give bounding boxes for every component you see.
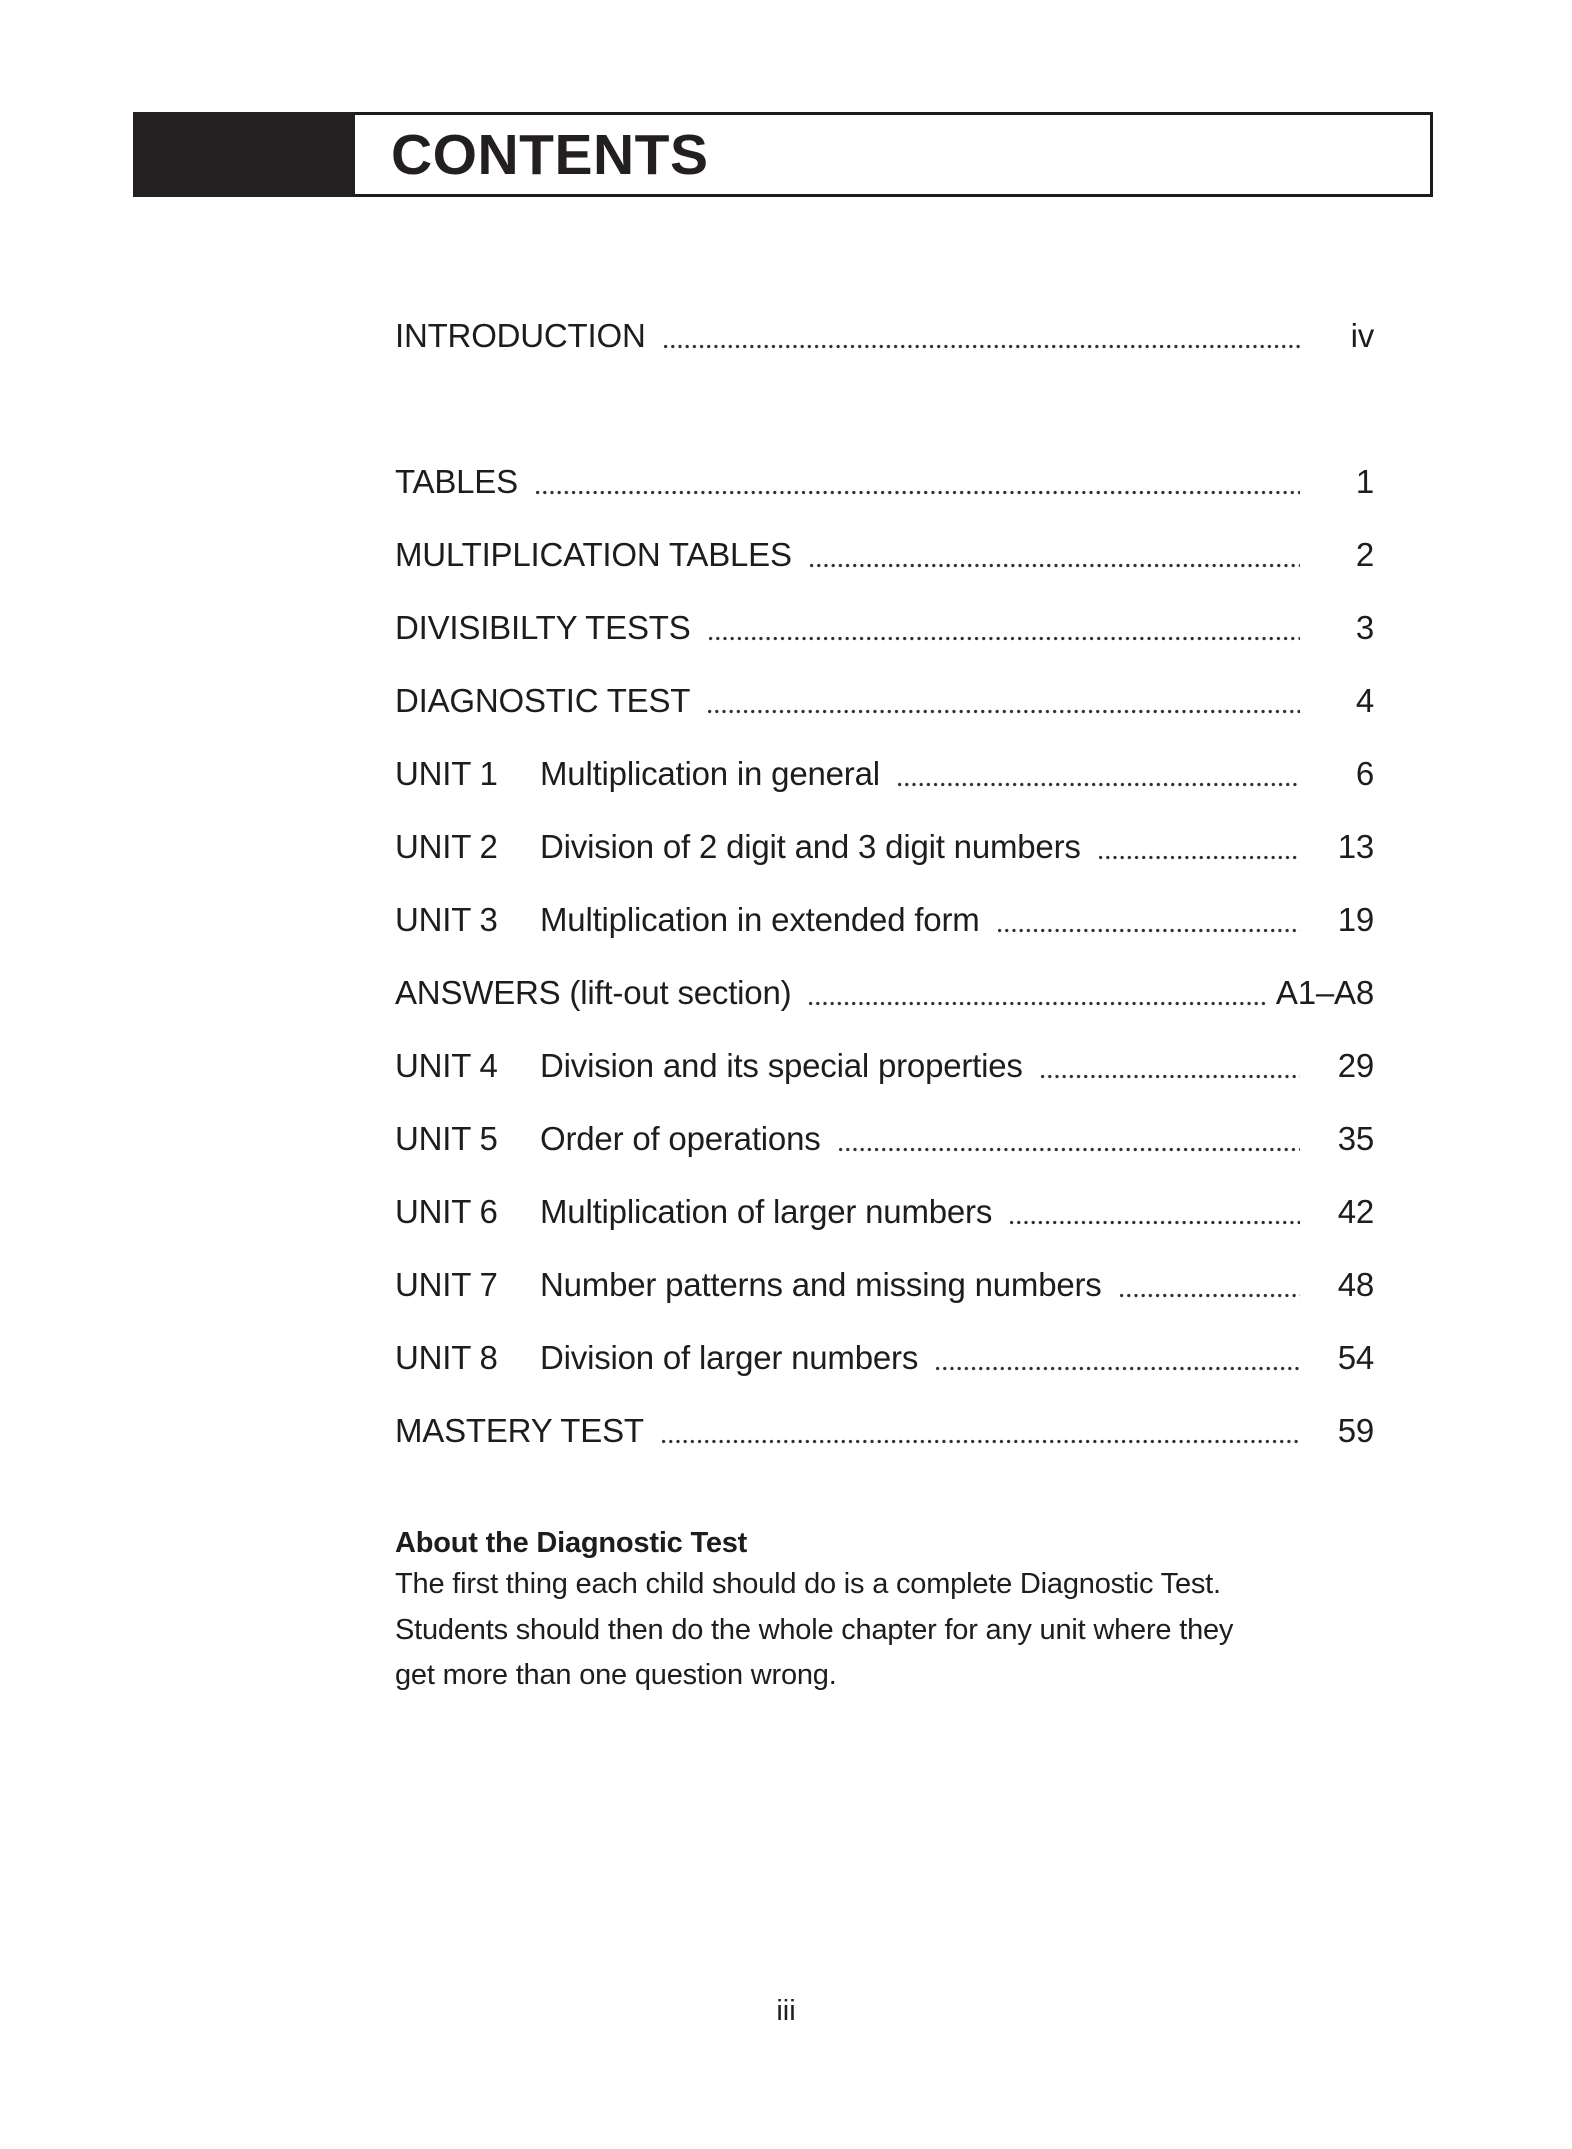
toc-page-number: 4	[1355, 682, 1374, 719]
toc-entry-title: TABLES	[395, 463, 518, 500]
toc-row	[395, 537, 1374, 573]
about-note-line: The first thing each child should do is a complete Diagnostic Test.	[395, 1568, 1221, 1600]
toc-entry-title: ANSWERS (lift-out section)	[395, 974, 792, 1011]
toc-row	[395, 1048, 1374, 1084]
toc-page-number: 3	[1355, 609, 1374, 646]
toc-page-number: 2	[1355, 536, 1374, 573]
page-title: CONTENTS	[391, 123, 709, 187]
toc-unit-label: UNIT 4	[395, 1047, 498, 1084]
dotted-leader	[1010, 1220, 1300, 1225]
dotted-leader	[1120, 1293, 1300, 1298]
toc-page-number: 1	[1355, 463, 1374, 500]
header-black-block	[133, 112, 355, 197]
toc-unit-label: UNIT 8	[395, 1339, 498, 1376]
dotted-leader	[709, 636, 1300, 641]
dotted-leader	[1099, 855, 1300, 860]
toc-row	[395, 756, 1374, 792]
toc-entry-title: Division of larger numbers	[540, 1339, 919, 1376]
toc-entry-title: DIVISIBILTY TESTS	[395, 609, 691, 646]
toc-entry-title: DIAGNOSTIC TEST	[395, 682, 691, 719]
dotted-leader	[662, 1439, 1300, 1444]
toc-row	[395, 1340, 1374, 1376]
dotted-leader	[936, 1366, 1300, 1371]
dotted-leader	[536, 490, 1300, 495]
toc-page-number: 35	[1337, 1120, 1374, 1157]
dotted-leader	[664, 344, 1300, 349]
dotted-leader	[998, 928, 1300, 933]
dotted-leader	[898, 782, 1300, 787]
dotted-leader	[839, 1147, 1300, 1152]
toc-unit-label: UNIT 7	[395, 1266, 498, 1303]
toc-entry-title: Multiplication in extended form	[540, 901, 980, 938]
toc-entry-title: Multiplication in general	[540, 755, 880, 792]
about-note-line: get more than one question wrong.	[395, 1659, 837, 1691]
dotted-leader	[708, 709, 1300, 714]
toc-row	[395, 1121, 1374, 1157]
toc-entry-title: MULTIPLICATION TABLES	[395, 536, 792, 573]
toc-row	[395, 464, 1374, 500]
toc-page-number: iv	[1350, 317, 1374, 354]
toc-page-number: 6	[1355, 755, 1374, 792]
toc-page-number: 29	[1337, 1047, 1374, 1084]
toc-entry-title: Division of 2 digit and 3 digit numbers	[540, 828, 1081, 865]
toc-page-number: 19	[1337, 901, 1374, 938]
dotted-leader	[1041, 1074, 1300, 1079]
toc-unit-label: UNIT 5	[395, 1120, 498, 1157]
toc-entry-title: Multiplication of larger numbers	[540, 1193, 993, 1230]
toc-page-number: 59	[1337, 1412, 1374, 1449]
toc-row	[395, 829, 1374, 865]
toc-page-number: A1–A8	[1275, 974, 1374, 1011]
toc-unit-label: UNIT 2	[395, 828, 498, 865]
toc-row	[395, 1413, 1374, 1449]
toc-page-number: 48	[1337, 1266, 1374, 1303]
toc-row	[395, 1267, 1374, 1303]
toc-row	[395, 610, 1374, 646]
toc-row	[395, 1194, 1374, 1230]
toc-entry-title: MASTERY TEST	[395, 1412, 644, 1449]
about-note-heading: About the Diagnostic Test	[395, 1527, 748, 1559]
toc-row	[395, 902, 1374, 938]
contents-header-banner	[133, 112, 1433, 197]
page-folio: iii	[776, 1995, 796, 2027]
toc-unit-label: UNIT 1	[395, 755, 498, 792]
toc-entry-title: INTRODUCTION	[395, 317, 646, 354]
dotted-leader	[809, 1001, 1266, 1006]
about-diagnostic-test-note	[395, 1526, 1315, 1699]
toc-entry-title: Division and its special properties	[540, 1047, 1023, 1084]
table-of-contents	[395, 318, 1374, 1486]
toc-page-number: 13	[1337, 828, 1374, 865]
toc-page-number: 42	[1337, 1193, 1374, 1230]
dotted-leader	[810, 563, 1300, 568]
toc-unit-label: UNIT 6	[395, 1193, 498, 1230]
toc-row	[395, 318, 1374, 354]
header-title-bar	[355, 112, 1433, 197]
toc-entry-title: Order of operations	[540, 1120, 821, 1157]
about-note-line: Students should then do the whole chapter for any unit where they	[395, 1613, 1234, 1646]
toc-entry-title: Number patterns and missing numbers	[540, 1266, 1102, 1303]
toc-page-number: 54	[1337, 1339, 1374, 1376]
toc-unit-label: UNIT 3	[395, 901, 498, 938]
toc-row	[395, 683, 1374, 719]
toc-row	[395, 975, 1374, 1011]
